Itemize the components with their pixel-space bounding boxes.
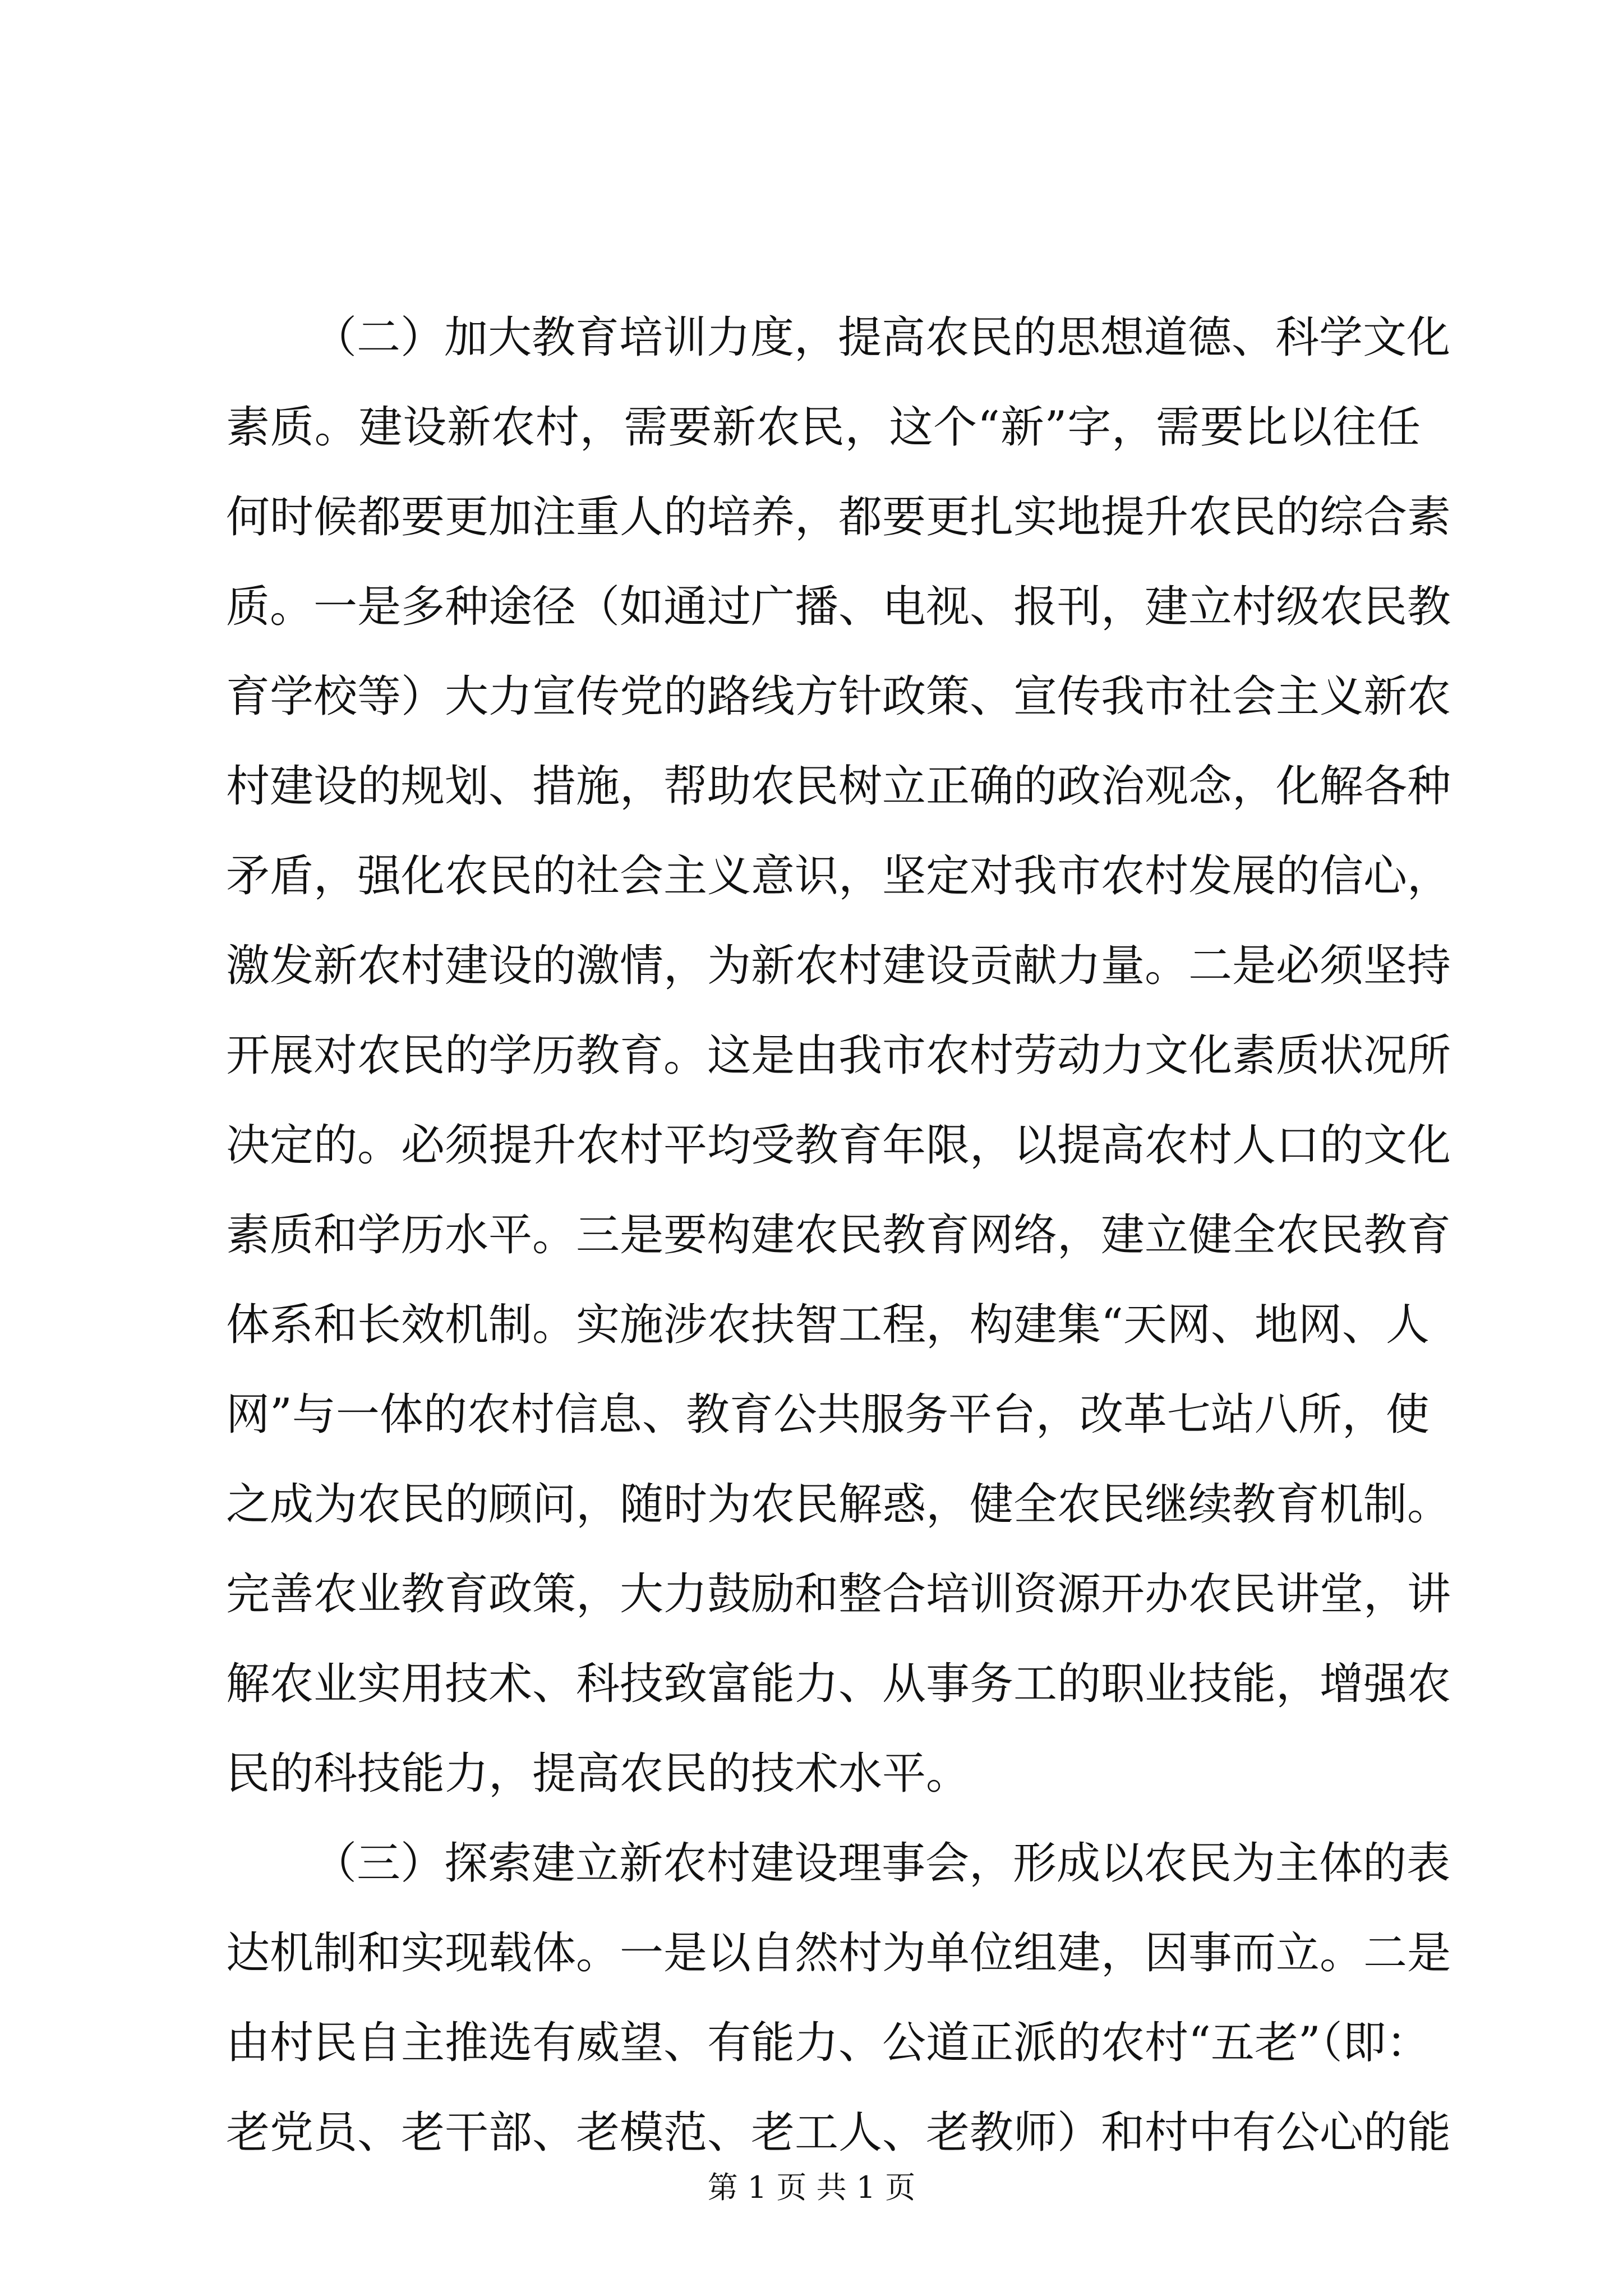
paragraph-2-line-8: 激发新农村建设的激情，为新农村建设贡献力量。二是必须坚持 (226, 941, 1451, 991)
paragraph-3-line-3: 由村民自主推选有威望、有能力、公道正派的农村“五老”（即： (226, 2018, 1430, 2068)
paragraph-3-line-4: 老党员、老干部、老模范、老工人、老教师）和村中有公心的能 (226, 2108, 1451, 2158)
paragraph-2-line-17: 民的科技能力，提高农民的技术水平。 (226, 1749, 970, 1799)
paragraph-2-line-2: 素质。建设新农村，需要新农民，这个“新”字，需要比以往任 (226, 402, 1421, 453)
paragraph-2-line-5: 育学校等）大力宣传党的路线方针政策、宣传我市社会主义新农 (226, 671, 1451, 722)
paragraph-2-line-16: 解农业实用技术、科技致富能力、从事务工的职业技能，增强农 (226, 1659, 1451, 1709)
page-footer: 第 1 页 共 1 页 (707, 2170, 916, 2205)
paragraph-2-line-11: 素质和学历水平。三是要构建农民教育网络，建立健全农民教育 (226, 1210, 1451, 1260)
paragraph-2-line-13: 网”与一体的农村信息、教育公共服务平台，改革七站八所，使 (226, 1389, 1430, 1440)
paragraph-3-line-2: 达机制和实现载体。一是以自然村为单位组建，因事而立。二是 (226, 1928, 1451, 1978)
paragraph-2-line-3: 何时候都要更加注重人的培养，都要更扎实地提升农民的综合素 (226, 492, 1451, 542)
paragraph-2-line-1: （二）加大教育培训力度，提高农民的思想道德、科学文化 (313, 312, 1451, 363)
paragraph-2-line-6: 村建设的规划、措施，帮助农民树立正确的政治观念，化解各种 (226, 761, 1451, 812)
paragraph-2-line-9: 开展对农民的学历教育。这是由我市农村劳动力文化素质状况所 (226, 1030, 1451, 1081)
paragraph-2-line-7: 矛盾，强化农民的社会主义意识，坚定对我市农村发展的信心， (226, 851, 1451, 901)
paragraph-2-line-10: 决定的。必须提升农村平均受教育年限，以提高农村人口的文化 (226, 1120, 1451, 1171)
paragraph-3-line-1: （三）探索建立新农村建设理事会，形成以农民为主体的表 (313, 1838, 1451, 1889)
paragraph-2-line-15: 完善农业教育政策，大力鼓励和整合培训资源开办农民讲堂，讲 (226, 1569, 1451, 1619)
paragraph-2-line-14: 之成为农民的顾问，随时为农民解惑，健全农民继续教育机制。 (226, 1479, 1451, 1530)
paragraph-2-line-4: 质。一是多种途径（如通过广播、电视、报刊，建立村级农民教 (226, 582, 1451, 632)
paragraph-2-line-12: 体系和长效机制。实施涉农扶智工程，构建集“天网、地网、人 (226, 1300, 1430, 1350)
